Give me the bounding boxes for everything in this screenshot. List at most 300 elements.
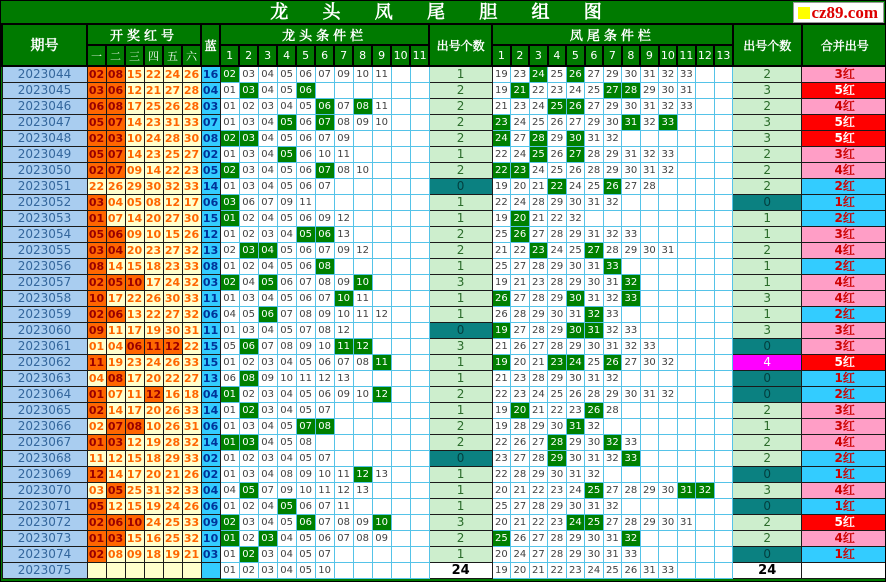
red-ball-cell: 10 <box>126 516 143 529</box>
dragon-count-cell: 1 <box>429 499 492 515</box>
phoenix-candidate-cell: 28 <box>548 531 567 547</box>
phoenix-candidate-cell <box>640 419 659 435</box>
phoenix-candidate-cell <box>696 163 715 179</box>
phoenix-candidate-cell: 27 <box>529 435 548 451</box>
phoenix-candidate-cell: 33 <box>659 147 678 163</box>
dragon-candidate-cell: 08 <box>334 163 353 179</box>
phoenix-candidate-cell <box>714 323 733 339</box>
table-row <box>2 259 886 275</box>
table-row <box>2 66 886 83</box>
phoenix-candidate-cell <box>677 115 696 131</box>
red-ball-cell: 26 <box>164 356 181 369</box>
phoenix-candidate-cell: 21 <box>529 403 548 419</box>
phoenix-candidate-cell: 19 <box>492 355 511 371</box>
phoenix-candidate-cell: 33 <box>622 435 641 451</box>
red-ball-cell: 19 <box>164 548 181 561</box>
dragon-candidate-cell: 11 <box>334 339 353 355</box>
dragon-candidate-cell: 05 <box>277 147 296 163</box>
phoenix-candidate-cell <box>696 131 715 147</box>
phoenix-candidate-cell: 32 <box>566 211 585 227</box>
dragon-candidate-cell: 03 <box>239 467 258 483</box>
dragon-candidate-cell <box>410 547 429 563</box>
phoenix-candidate-cell: 30 <box>585 531 604 547</box>
phoenix-candidate-cell <box>677 291 696 307</box>
phoenix-candidate-cell: 31 <box>640 99 659 115</box>
phoenix-candidate-cell: 31 <box>585 323 604 339</box>
phoenix-count-cell: 1 <box>733 227 802 243</box>
red-ball-cell: 25 <box>126 484 143 497</box>
phoenix-candidate-cell: 31 <box>622 147 641 163</box>
merged-result-cell <box>802 563 886 579</box>
dragon-candidate-cell <box>353 179 372 195</box>
red-ball-cell: 11 <box>88 452 105 465</box>
merged-result-cell: 3红 <box>802 66 886 83</box>
period-cell: 2023050 <box>2 163 87 179</box>
red-ball-cell: 31 <box>183 420 200 433</box>
phoenix-candidate-cell: 31 <box>659 243 678 259</box>
phoenix-candidate-cell: 25 <box>585 179 604 195</box>
red-ball-cell: 32 <box>183 244 200 257</box>
phoenix-candidate-cell: 29 <box>566 547 585 563</box>
phoenix-candidate-cell <box>696 99 715 115</box>
dragon-candidate-cell <box>410 83 429 99</box>
phoenix-candidate-cell: 20 <box>511 355 530 371</box>
phoenix-candidate-cell <box>696 515 715 531</box>
phoenix-count-cell: 0 <box>733 339 802 355</box>
red-ball-cell: 05 <box>88 500 105 513</box>
period-cell: 2023054 <box>2 227 87 243</box>
dragon-candidate-cell <box>391 483 410 499</box>
phoenix-candidate-cell <box>622 467 641 483</box>
dragon-candidate-cell: 07 <box>315 403 334 419</box>
red-ball-cell: 03 <box>107 532 124 545</box>
phoenix-candidate-cell: 29 <box>585 115 604 131</box>
table-row <box>2 467 886 483</box>
dragon-candidate-cell: 04 <box>220 307 239 323</box>
dragon-count-cell: 0 <box>429 451 492 467</box>
red-ball-cell: 15 <box>126 260 143 273</box>
dragon-candidate-cell: 07 <box>277 307 296 323</box>
dragon-candidate-cell: 07 <box>334 531 353 547</box>
dragon-col-header: 8 <box>353 45 372 66</box>
dragon-candidate-cell: 04 <box>277 403 296 419</box>
phoenix-candidate-cell: 22 <box>492 147 511 163</box>
phoenix-count-cell: 1 <box>733 259 802 275</box>
red-ball-cell: 19 <box>107 356 124 369</box>
phoenix-candidate-cell <box>659 547 678 563</box>
phoenix-candidate-cell <box>696 115 715 131</box>
dragon-candidate-cell <box>372 499 391 515</box>
dragon-candidate-cell <box>334 435 353 451</box>
dragon-candidate-cell: 04 <box>258 499 277 515</box>
dragon-candidate-cell: 01 <box>220 115 239 131</box>
blue-ball-cell: 06 <box>202 420 219 433</box>
dragon-candidate-cell: 04 <box>258 163 277 179</box>
dragon-candidate-cell: 05 <box>277 179 296 195</box>
dragon-count-cell: 1 <box>429 467 492 483</box>
phoenix-candidate-cell: 32 <box>640 115 659 131</box>
phoenix-candidate-cell <box>622 259 641 275</box>
table-row <box>2 179 886 195</box>
dragon-candidate-cell <box>315 195 334 211</box>
dragon-candidate-cell: 07 <box>315 115 334 131</box>
phoenix-candidate-cell: 29 <box>566 531 585 547</box>
dragon-candidate-cell: 01 <box>220 419 239 435</box>
red-ball-cell: 11 <box>145 340 162 353</box>
phoenix-col-header: 4 <box>548 45 567 66</box>
red-ball-cell: 17 <box>126 468 143 481</box>
red-ball-cell: 22 <box>88 180 105 193</box>
dragon-candidate-cell: 09 <box>258 371 277 387</box>
phoenix-candidate-cell <box>640 531 659 547</box>
table-row <box>2 547 886 563</box>
red-ball-cell: 30 <box>164 324 181 337</box>
dragon-candidate-cell: 09 <box>334 243 353 259</box>
phoenix-candidate-cell: 30 <box>566 499 585 515</box>
phoenix-candidate-cell: 31 <box>585 131 604 147</box>
merged-result-cell: 4红 <box>802 531 886 547</box>
red-ball-cell: 06 <box>107 228 124 241</box>
dragon-candidate-cell <box>410 515 429 531</box>
red-ball-cell: 24 <box>145 356 162 369</box>
phoenix-candidate-cell: 22 <box>492 387 511 403</box>
dragon-candidate-cell: 03 <box>258 355 277 371</box>
red-ball-cell: 23 <box>164 260 181 273</box>
merged-result-cell: 1红 <box>802 499 886 515</box>
dragon-candidate-cell: 07 <box>296 275 315 291</box>
dragon-candidate-cell <box>391 499 410 515</box>
table-row <box>2 291 886 307</box>
dragon-count-cell: 1 <box>429 291 492 307</box>
phoenix-candidate-cell <box>677 227 696 243</box>
phoenix-candidate-cell <box>677 355 696 371</box>
dragon-candidate-cell <box>334 419 353 435</box>
phoenix-candidate-cell: 21 <box>511 483 530 499</box>
dragon-candidate-cell: 03 <box>239 163 258 179</box>
dragon-candidate-cell: 05 <box>296 355 315 371</box>
red-ball-cell: 10 <box>126 276 143 289</box>
phoenix-candidate-cell <box>640 371 659 387</box>
red-ball-cell: 19 <box>145 324 162 337</box>
red-ball-cell <box>125 563 144 579</box>
table-row <box>2 355 886 371</box>
phoenix-candidate-cell: 31 <box>640 387 659 403</box>
dragon-candidate-cell <box>372 211 391 227</box>
phoenix-candidate-cell: 23 <box>511 99 530 115</box>
dragon-candidate-cell: 02 <box>220 163 239 179</box>
dragon-candidate-cell: 08 <box>296 307 315 323</box>
red-ball-cell: 27 <box>164 84 181 97</box>
red-ball-cell: 23 <box>145 116 162 129</box>
phoenix-candidate-cell: 28 <box>529 323 548 339</box>
blue-ball-cell: 16 <box>202 68 219 81</box>
phoenix-candidate-cell: 30 <box>603 115 622 131</box>
phoenix-candidate-cell: 28 <box>529 291 548 307</box>
phoenix-candidate-cell <box>677 435 696 451</box>
phoenix-candidate-cell: 23 <box>548 483 567 499</box>
red-ball-cell: 03 <box>88 84 105 97</box>
phoenix-col-header: 2 <box>511 45 530 66</box>
dragon-candidate-cell <box>372 403 391 419</box>
dragon-candidate-cell: 01 <box>220 435 239 451</box>
dragon-candidate-cell: 06 <box>315 531 334 547</box>
dragon-candidate-cell <box>410 195 429 211</box>
phoenix-candidate-cell: 28 <box>529 131 548 147</box>
dragon-candidate-cell: 10 <box>353 387 372 403</box>
phoenix-count-cell: 3 <box>733 291 802 307</box>
phoenix-candidate-cell: 32 <box>603 195 622 211</box>
dragon-candidate-cell: 07 <box>296 323 315 339</box>
dragon-candidate-cell: 07 <box>315 451 334 467</box>
dragon-candidate-cell <box>391 515 410 531</box>
dragon-candidate-cell: 05 <box>277 163 296 179</box>
phoenix-candidate-cell <box>677 307 696 323</box>
dragon-candidate-cell: 08 <box>315 275 334 291</box>
red-ball-cell: 01 <box>88 436 105 449</box>
dragon-count-cell: 2 <box>429 115 492 131</box>
dragon-candidate-cell: 07 <box>315 499 334 515</box>
col-group-reds: 开奖红号 <box>87 24 201 45</box>
red-ball-cell: 15 <box>126 68 143 81</box>
phoenix-candidate-cell: 19 <box>492 563 511 579</box>
phoenix-candidate-cell: 24 <box>566 483 585 499</box>
red-ball-cell: 21 <box>145 84 162 97</box>
red-ball-cell: 31 <box>164 116 181 129</box>
dragon-candidate-cell: 04 <box>277 387 296 403</box>
phoenix-candidate-cell: 27 <box>511 291 530 307</box>
dragon-candidate-cell: 05 <box>277 419 296 435</box>
phoenix-candidate-cell <box>677 499 696 515</box>
dragon-candidate-cell: 08 <box>277 339 296 355</box>
dragon-candidate-cell: 01 <box>220 323 239 339</box>
site-logo[interactable] <box>793 2 884 23</box>
phoenix-candidate-cell: 25 <box>566 243 585 259</box>
phoenix-candidate-cell <box>640 259 659 275</box>
phoenix-candidate-cell: 29 <box>640 483 659 499</box>
phoenix-candidate-cell: 26 <box>511 531 530 547</box>
dragon-candidate-cell: 02 <box>239 259 258 275</box>
period-cell: 2023047 <box>2 115 87 131</box>
dragon-count-cell: 1 <box>429 259 492 275</box>
period-cell: 2023063 <box>2 371 87 387</box>
dragon-candidate-cell: 12 <box>372 307 391 323</box>
red-ball-cell: 01 <box>88 340 105 353</box>
period-cell: 2023069 <box>2 467 87 483</box>
red-ball-cell: 30 <box>145 180 162 193</box>
blue-ball-cell <box>201 563 220 579</box>
red-ball-cell: 25 <box>164 532 181 545</box>
phoenix-candidate-cell: 31 <box>585 371 604 387</box>
phoenix-candidate-cell <box>714 403 733 419</box>
phoenix-candidate-cell: 32 <box>603 131 622 147</box>
red-ball-cell: 28 <box>183 84 200 97</box>
phoenix-candidate-cell: 27 <box>603 515 622 531</box>
phoenix-candidate-cell <box>714 179 733 195</box>
phoenix-candidate-cell <box>659 467 678 483</box>
dragon-candidate-cell <box>353 227 372 243</box>
dragon-candidate-cell: 03 <box>258 547 277 563</box>
phoenix-candidate-cell: 31 <box>677 515 696 531</box>
dragon-col-header: 9 <box>372 45 391 66</box>
dragon-candidate-cell <box>410 419 429 435</box>
blue-ball-cell: 06 <box>202 308 219 321</box>
phoenix-candidate-cell: 24 <box>511 115 530 131</box>
period-cell: 2023057 <box>2 275 87 291</box>
red-ball-cell: 19 <box>145 436 162 449</box>
dragon-candidate-cell: 09 <box>334 66 353 83</box>
dragon-candidate-cell: 04 <box>239 275 258 291</box>
dragon-candidate-cell: 12 <box>372 387 391 403</box>
dragon-col-header: 4 <box>277 45 296 66</box>
red-ball-cell: 24 <box>145 132 162 145</box>
red-ball-cell: 08 <box>107 68 124 81</box>
dragon-candidate-cell <box>410 371 429 387</box>
phoenix-candidate-cell <box>696 323 715 339</box>
red-ball-cell: 16 <box>145 532 162 545</box>
phoenix-candidate-cell <box>714 131 733 147</box>
red-ball-cell: 27 <box>183 372 200 385</box>
phoenix-candidate-cell <box>696 275 715 291</box>
dragon-candidate-cell: 05 <box>277 131 296 147</box>
phoenix-candidate-cell <box>640 291 659 307</box>
dragon-candidate-cell: 11 <box>315 483 334 499</box>
red-ball-cell: 14 <box>126 148 143 161</box>
dragon-candidate-cell: 12 <box>353 243 372 259</box>
phoenix-candidate-cell <box>622 403 641 419</box>
phoenix-candidate-cell: 27 <box>511 499 530 515</box>
dragon-candidate-cell: 01 <box>220 563 239 579</box>
dragon-candidate-cell <box>353 371 372 387</box>
dragon-candidate-cell <box>353 147 372 163</box>
table-row <box>2 323 886 339</box>
phoenix-candidate-cell: 22 <box>548 403 567 419</box>
phoenix-candidate-cell: 31 <box>603 275 622 291</box>
dragon-candidate-cell <box>372 83 391 99</box>
red-ball-cell: 23 <box>126 356 143 369</box>
dragon-candidate-cell: 03 <box>258 531 277 547</box>
red-ball-cell: 18 <box>145 260 162 273</box>
red-ball-cell: 25 <box>145 100 162 113</box>
dragon-candidate-cell: 10 <box>334 291 353 307</box>
dragon-candidate-cell: 03 <box>239 435 258 451</box>
phoenix-candidate-cell: 29 <box>566 339 585 355</box>
phoenix-candidate-cell: 29 <box>603 387 622 403</box>
dragon-candidate-cell <box>334 195 353 211</box>
phoenix-candidate-cell <box>677 339 696 355</box>
phoenix-candidate-cell <box>696 211 715 227</box>
phoenix-candidate-cell: 23 <box>548 83 567 99</box>
blue-ball-cell: 07 <box>202 116 219 129</box>
red-ball-cell: 23 <box>145 244 162 257</box>
phoenix-candidate-cell <box>714 115 733 131</box>
phoenix-candidate-cell <box>677 179 696 195</box>
phoenix-candidate-cell <box>603 467 622 483</box>
phoenix-candidate-cell <box>677 531 696 547</box>
dragon-candidate-cell: 01 <box>220 467 239 483</box>
dragon-candidate-cell: 03 <box>239 179 258 195</box>
phoenix-candidate-cell: 30 <box>566 371 585 387</box>
phoenix-candidate-cell <box>714 275 733 291</box>
dragon-candidate-cell: 11 <box>334 147 353 163</box>
blue-ball-cell: 06 <box>202 196 219 209</box>
dragon-candidate-cell <box>410 531 429 547</box>
phoenix-col-header: 8 <box>622 45 641 66</box>
phoenix-col-header: 5 <box>566 45 585 66</box>
phoenix-candidate-cell: 31 <box>585 291 604 307</box>
dragon-candidate-cell: 01 <box>220 403 239 419</box>
phoenix-candidate-cell: 25 <box>585 515 604 531</box>
phoenix-candidate-cell <box>677 131 696 147</box>
phoenix-candidate-cell: 32 <box>622 531 641 547</box>
phoenix-count-cell: 2 <box>733 243 802 259</box>
phoenix-candidate-cell: 22 <box>529 515 548 531</box>
dragon-candidate-cell <box>391 275 410 291</box>
page-title: 龙 头 凤 尾 胆 组 图 <box>270 2 616 23</box>
phoenix-candidate-cell: 33 <box>659 115 678 131</box>
dragon-candidate-cell: 04 <box>258 243 277 259</box>
dragon-candidate-cell: 05 <box>296 451 315 467</box>
dragon-candidate-cell: 04 <box>277 227 296 243</box>
dragon-candidate-cell <box>391 451 410 467</box>
phoenix-candidate-cell: 32 <box>659 163 678 179</box>
dragon-candidate-cell <box>391 291 410 307</box>
dragon-candidate-cell <box>410 403 429 419</box>
table-row <box>2 339 886 355</box>
red-ball-cell: 03 <box>107 132 124 145</box>
phoenix-count-cell: 2 <box>733 451 802 467</box>
dragon-candidate-cell: 11 <box>372 66 391 83</box>
phoenix-candidate-cell: 25 <box>529 147 548 163</box>
phoenix-candidate-cell: 30 <box>548 419 567 435</box>
phoenix-candidate-cell <box>677 451 696 467</box>
table-row <box>2 147 886 163</box>
dragon-candidate-cell: 01 <box>220 291 239 307</box>
col-header-period: 期号 <box>2 24 87 66</box>
red-ball-cell: 18 <box>183 388 200 401</box>
red-ball-cell: 03 <box>88 196 105 209</box>
dragon-candidate-cell: 03 <box>258 227 277 243</box>
dragon-count-cell: 2 <box>429 419 492 435</box>
phoenix-candidate-cell <box>677 323 696 339</box>
phoenix-candidate-cell: 25 <box>603 563 622 579</box>
merged-result-cell: 5红 <box>802 131 886 147</box>
phoenix-candidate-cell <box>659 435 678 451</box>
phoenix-count-cell: 2 <box>733 163 802 179</box>
phoenix-count-cell: 24 <box>733 563 802 579</box>
blue-ball-cell: 13 <box>202 244 219 257</box>
dragon-candidate-cell <box>410 323 429 339</box>
table-row <box>2 435 886 451</box>
period-cell: 2023072 <box>2 515 87 531</box>
period-cell: 2023065 <box>2 403 87 419</box>
red-ball-cell: 12 <box>126 84 143 97</box>
phoenix-candidate-cell: 27 <box>622 355 641 371</box>
phoenix-candidate-cell <box>714 291 733 307</box>
phoenix-candidate-cell <box>659 291 678 307</box>
dragon-candidate-cell: 04 <box>258 435 277 451</box>
merged-result-cell: 3红 <box>802 147 886 163</box>
phoenix-candidate-cell: 21 <box>529 563 548 579</box>
dragon-candidate-cell: 11 <box>334 499 353 515</box>
phoenix-col-header: 12 <box>696 45 715 66</box>
dragon-candidate-cell: 06 <box>277 275 296 291</box>
phoenix-candidate-cell <box>585 211 604 227</box>
dragon-col-header: 5 <box>296 45 315 66</box>
col-header-dragon-count: 出号个数 <box>429 24 492 66</box>
phoenix-candidate-cell: 28 <box>640 179 659 195</box>
phoenix-candidate-cell <box>696 355 715 371</box>
red-ball-cell: 09 <box>126 164 143 177</box>
